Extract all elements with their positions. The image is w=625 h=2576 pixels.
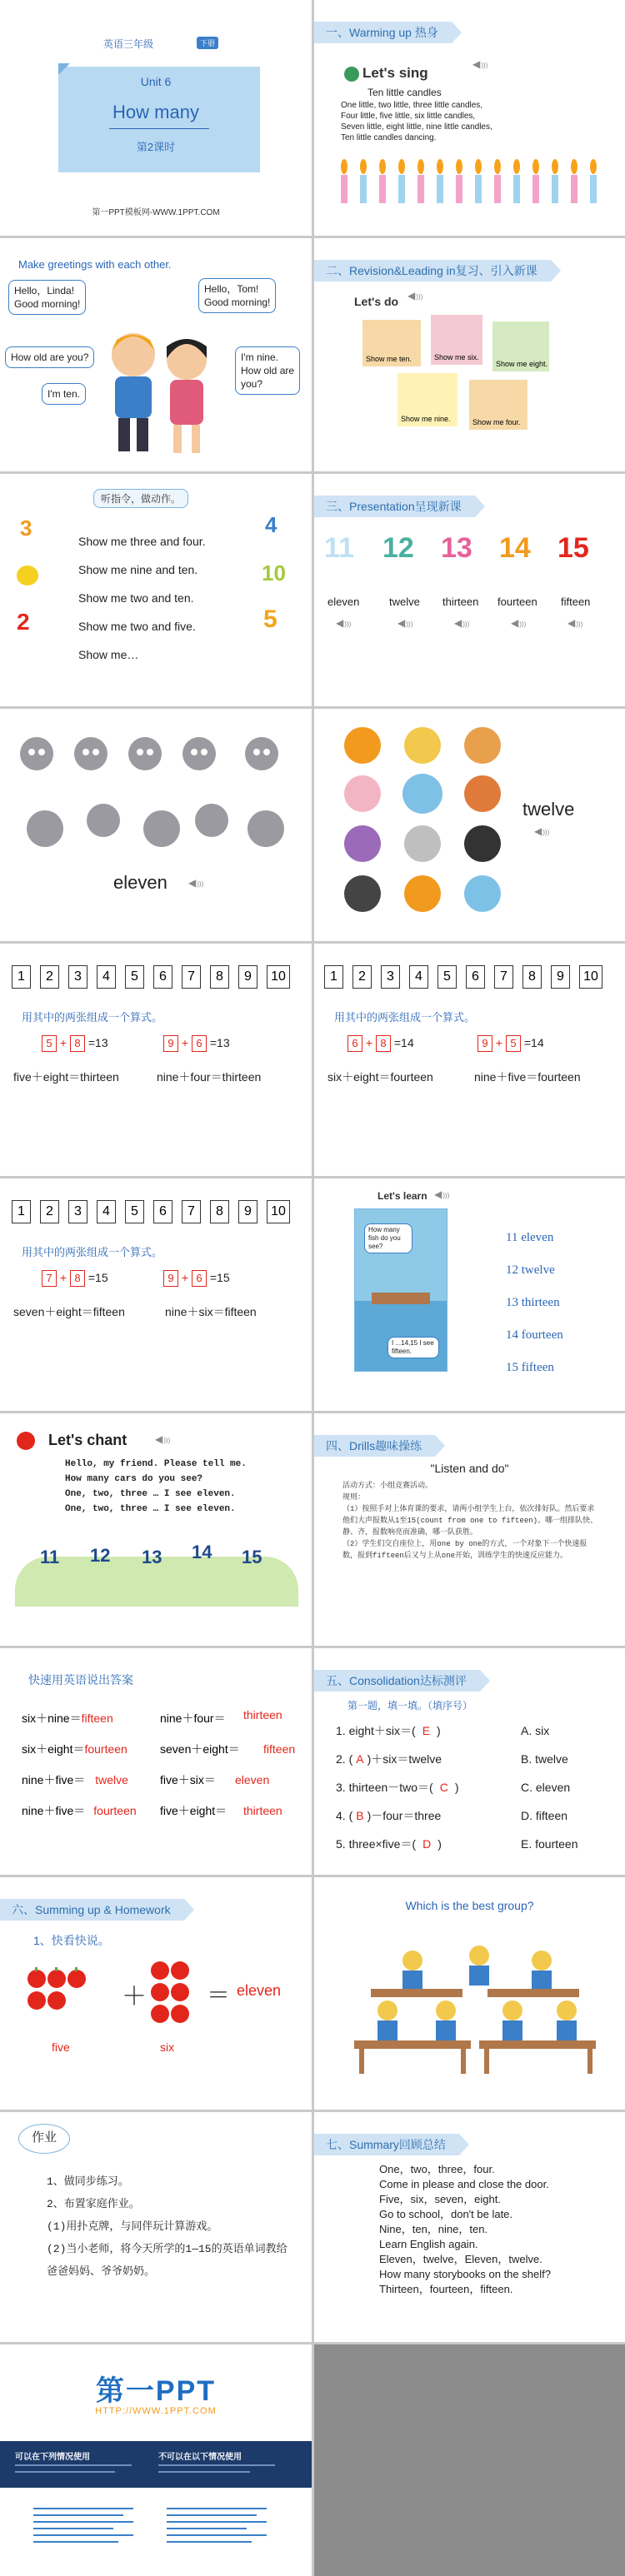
number-word: eleven — [328, 595, 360, 608]
slide-quick-answers — [0, 1648, 312, 1875]
animals-illustration — [339, 722, 506, 930]
section-header: 六、Summing up & Homework — [0, 1899, 184, 1921]
drill-rules — [342, 1480, 601, 1562]
homework-badge: 作业 — [18, 2124, 70, 2154]
cats-illustration — [12, 729, 295, 870]
equation-result: =14 — [523, 1036, 544, 1049]
speech-bubble: Hello，Tom! Good morning! — [198, 278, 276, 313]
number-card-row — [12, 1200, 299, 1223]
section-header: 一、Warming up 热身 — [314, 22, 452, 43]
question-text: 3. thirteen－two＝( — [336, 1781, 433, 1794]
number-card[interactable]: 6 — [153, 965, 172, 989]
slide-summing-up — [0, 1877, 312, 2110]
number-word: eleven — [113, 872, 168, 893]
equation: 9 + 6 =13 — [163, 1035, 230, 1052]
slide-instruction: 用其中的两张组成一个算式。 — [22, 1011, 163, 1024]
slide-drills — [314, 1413, 625, 1646]
number-card[interactable]: 5 — [125, 965, 144, 989]
homework-item: 1、做同步练习。 — [47, 2175, 129, 2188]
lesson-title: How many — [112, 102, 199, 122]
answer-box: 6 — [192, 1270, 207, 1287]
summary-line: Learn English again. — [379, 2238, 478, 2250]
summary-line: Thirteen，fourteen，fifteen. — [379, 2283, 513, 2295]
answer-box: 7 — [42, 1270, 57, 1287]
rule-line: 活动方式：小组竞赛活动。 — [342, 1482, 433, 1490]
number-card[interactable]: 3 — [68, 1200, 88, 1223]
command-item: Show me three and four. — [78, 535, 206, 548]
answer-text: C — [439, 1781, 448, 1794]
question-text: seven＋eight＝ — [160, 1742, 240, 1756]
number-word: 14 fourteen — [506, 1328, 563, 1342]
question-text: five＋eight＝ — [160, 1804, 228, 1817]
speaker-icon[interactable] — [472, 58, 486, 70]
number-word: fifteen — [561, 595, 591, 608]
question-text: nine＋five＝ — [22, 1804, 86, 1817]
command-item: Show me… — [78, 648, 139, 661]
equals-sign: ＝ — [207, 1982, 231, 2008]
number-card[interactable]: 4 — [409, 965, 428, 989]
number-card[interactable]: 3 — [68, 965, 88, 989]
question-text: ) — [437, 1724, 441, 1737]
homework-item: 2、布置家庭作业。 — [47, 2198, 140, 2210]
number-card[interactable]: 7 — [494, 965, 513, 989]
number-word: 13 thirteen — [506, 1296, 560, 1309]
speaker-icon[interactable] — [511, 617, 524, 629]
text-line — [158, 2464, 275, 2466]
number-word: thirteen — [442, 595, 479, 608]
answer-grid — [22, 1703, 305, 1826]
number-card[interactable]: 5 — [438, 965, 457, 989]
slide-homework — [0, 2112, 312, 2342]
option-list — [521, 1717, 578, 1858]
question-item — [336, 1717, 459, 1745]
chant-line: Hello, my friend. Please tell me. — [65, 1459, 247, 1469]
chant-label: Let's chant — [48, 1432, 128, 1448]
slide-commands — [0, 474, 312, 706]
question-text: ) — [438, 1837, 442, 1851]
question-item — [336, 1773, 459, 1801]
do-label: Let's do — [354, 295, 399, 308]
number-card[interactable]: 3 — [381, 965, 400, 989]
answer-text: fourteen — [93, 1804, 137, 1817]
summary-line: Go to school，don't be late. — [379, 2208, 513, 2220]
equation-result: =13 — [209, 1036, 230, 1049]
plus-sign: ＋ — [122, 1983, 147, 2010]
summary-line: Come in please and close the door. — [379, 2178, 549, 2190]
option-item: E. fourteen — [521, 1837, 578, 1851]
number-card[interactable]: 10 — [579, 965, 602, 989]
speech-bubble: How old are you? — [5, 346, 94, 368]
question-text: six＋nine＝ — [22, 1712, 82, 1725]
learn-label: Let's learn — [378, 1190, 428, 1202]
chant-icon — [17, 1432, 35, 1450]
question-item — [336, 1801, 459, 1830]
chant-number: 15 — [242, 1547, 262, 1567]
number-card[interactable]: 8 — [522, 965, 542, 989]
speaker-icon[interactable] — [534, 825, 548, 837]
equation: 5 + 8 =13 — [42, 1035, 108, 1052]
question-text: )－four＝three — [367, 1809, 442, 1822]
speaker-icon[interactable] — [336, 617, 349, 629]
number-word: twelve — [389, 595, 420, 608]
title-underline — [109, 128, 209, 129]
answer-box: 8 — [70, 1270, 85, 1287]
answer-box: 9 — [478, 1035, 492, 1052]
slide-presentation — [314, 474, 625, 706]
equation: 9 + 6 =15 — [163, 1270, 230, 1287]
number-card[interactable]: 6 — [153, 1200, 172, 1223]
section-header: 七、Summary回顾总结 — [314, 2134, 459, 2155]
slide-twelve — [314, 709, 625, 941]
equation-words: five＋eight＝thirteen — [13, 1070, 119, 1084]
number-card[interactable]: 1 — [12, 965, 31, 989]
equation-words: six＋eight＝fourteen — [328, 1070, 433, 1084]
link-list-left — [33, 2503, 133, 2548]
speaker-icon[interactable] — [155, 1433, 168, 1445]
slide-equations-fifteen — [0, 1178, 312, 1411]
option-item: C. eleven — [521, 1781, 571, 1794]
answer-row — [22, 1734, 305, 1765]
song-label: Let's sing — [362, 65, 428, 81]
summary-line: Eleven，twelve，Eleven，twelve. — [379, 2253, 542, 2265]
unit-label: Unit 6 — [140, 75, 172, 88]
slide-question: Which is the best group? — [405, 1899, 534, 1912]
answer-text: fifteen — [81, 1712, 113, 1725]
rule-line: （1）按照手对上体育课的要求，请两小组学生上台，依次排好队。然后要求他们大声报数从1至15(count from one to fifteen)。哪一组排队快、静、齐，报数响亮而准确，哪一队获胜。 — [342, 1505, 598, 1537]
question-list — [336, 1717, 459, 1858]
instruction-badge: 听指令，做动作。 — [93, 489, 188, 508]
equation: 9 + 5 =14 — [478, 1035, 544, 1052]
number-card[interactable]: 1 — [12, 1200, 31, 1223]
slide-instruction: 用其中的两张组成一个算式。 — [22, 1246, 163, 1258]
answer-box: 6 — [348, 1035, 362, 1052]
command-list — [78, 527, 206, 669]
number-card[interactable]: 4 — [97, 965, 116, 989]
answer-text: eleven — [235, 1773, 270, 1786]
question-item — [336, 1830, 459, 1858]
usage-banner — [0, 2441, 312, 2488]
number-card[interactable]: 2 — [40, 1200, 59, 1223]
number-card[interactable]: 6 — [466, 965, 485, 989]
number-word: fourteen — [498, 595, 538, 608]
task-label: 1、快看快说。 — [33, 1934, 110, 1947]
answer-row — [22, 1765, 305, 1796]
lesson-period: 第2课时 — [136, 141, 176, 153]
equation-words: nine＋five＝fourteen — [474, 1070, 581, 1084]
answer-box: 6 — [192, 1035, 207, 1052]
equation: 7 + 8 =15 — [42, 1270, 108, 1287]
answer-text: fifteen — [263, 1742, 296, 1756]
homework-item: (2)当小老师，将今天所学的1—15的英语单词教给爸爸妈妈、爷爷奶奶。 — [47, 2243, 288, 2278]
number-card[interactable]: 7 — [182, 965, 201, 989]
number-card-row — [12, 965, 299, 989]
section-header: 四、Drills趣味操练 — [314, 1435, 435, 1457]
chant-lyrics — [65, 1457, 247, 1517]
answer-box: 9 — [163, 1270, 178, 1287]
slide-instruction: 快速用英语说出答案 — [28, 1673, 133, 1687]
disallowed-title: 不可以在以下情况使用 — [158, 2453, 242, 2462]
chant-line: One, two, three … I see eleven. — [65, 1504, 236, 1514]
equation-words: nine＋six＝fifteen — [165, 1305, 257, 1318]
action-card: Show me nine. — [398, 373, 458, 426]
bee-icon — [17, 566, 38, 585]
chant-number: 12 — [90, 1545, 111, 1566]
empty-slide-placeholder — [314, 2344, 625, 2576]
summary-chant — [379, 2162, 551, 2297]
number-list — [506, 1222, 563, 1384]
big-number: 12 — [382, 532, 414, 564]
speech-bubble: I ...14,15 I see fifteen. — [388, 1337, 439, 1358]
equation: 6 + 8 =14 — [348, 1035, 414, 1052]
option-item: A. six — [521, 1724, 550, 1737]
slide-revision — [314, 238, 625, 471]
number-card[interactable]: 8 — [210, 1200, 229, 1223]
homework-list — [47, 2170, 293, 2283]
option-item: D. fifteen — [521, 1809, 568, 1822]
question-item — [336, 1745, 459, 1773]
section-header: 五、Consolidation达标测评 — [314, 1670, 480, 1692]
candles-illustration — [338, 157, 604, 207]
slide-warming-up — [314, 0, 625, 236]
answer-row — [22, 1796, 305, 1826]
speaker-icon[interactable] — [454, 617, 468, 629]
chant-number: 11 — [40, 1547, 60, 1567]
water-area — [355, 1301, 447, 1371]
text-line — [158, 2471, 250, 2473]
apples-illustration — [27, 1961, 210, 2027]
slide-brand — [0, 2344, 312, 2576]
exercise-title: 第一题，填一填。（填序号） — [348, 1700, 473, 1712]
equation-result: =14 — [393, 1036, 414, 1049]
leaf-icon — [344, 67, 359, 82]
lyric-line: One little, two little, three little candles, — [341, 101, 483, 110]
link-list-right — [167, 2503, 267, 2548]
number-card[interactable]: 9 — [551, 965, 570, 989]
question-text: 2. ( — [336, 1752, 353, 1766]
command-item: Show me nine and ten. — [78, 563, 198, 576]
answer-box: 9 — [163, 1035, 178, 1052]
option-item: B. twelve — [521, 1752, 568, 1766]
speaker-icon[interactable] — [568, 617, 581, 629]
speech-bubble: Hello，Linda! Good morning! — [8, 280, 86, 315]
lyric-line: Ten little candles dancing. — [341, 133, 437, 142]
number-card[interactable]: 9 — [238, 1200, 258, 1223]
command-item: Show me two and ten. — [78, 591, 194, 605]
digit-decoration: 5 — [263, 605, 278, 633]
brand-logo: 第一PPT — [95, 2375, 217, 2407]
summary-line: Nine，ten，nine，ten. — [379, 2223, 488, 2235]
slide-eleven — [0, 709, 312, 941]
section-header: 二、Revision&Leading in复习、引入新课 — [314, 260, 551, 282]
slide-equations-thirteen — [0, 944, 312, 1176]
question-text: nine＋five＝ — [22, 1773, 86, 1786]
action-card: Show me eight. — [492, 321, 549, 371]
big-number: 14 — [499, 532, 531, 564]
number-card[interactable]: 4 — [97, 1200, 116, 1223]
answer-text: twelve — [95, 1773, 128, 1786]
number-word: twelve — [522, 799, 575, 820]
number-word: 11 eleven — [506, 1231, 554, 1244]
number-card[interactable]: 10 — [267, 965, 290, 989]
number-card-row — [324, 965, 612, 989]
footer-link[interactable]: 第一PPT模板网-WWW.1PPT.COM — [92, 208, 220, 217]
text-line — [15, 2471, 115, 2473]
speaker-icon[interactable] — [408, 290, 421, 301]
slide-title — [0, 0, 312, 236]
equation-result: =15 — [88, 1271, 108, 1284]
kids-illustration — [100, 321, 217, 463]
answer-row — [22, 1703, 305, 1734]
speech-bubble: How many fish do you see? — [364, 1223, 412, 1253]
number-card[interactable]: 2 — [352, 965, 372, 989]
summary-line: One，two，three，four. — [379, 2163, 495, 2175]
speech-bubble: I'm ten. — [42, 383, 86, 405]
lyric-line: Four little, five little, six little candles, — [341, 112, 476, 121]
question-text: 4. ( — [336, 1809, 353, 1822]
allowed-title: 可以在下列情况使用 — [15, 2453, 90, 2462]
question-text: ) — [454, 1781, 459, 1794]
slide-consolidation — [314, 1648, 625, 1875]
number-card[interactable]: 8 — [210, 965, 229, 989]
slide-instruction: Make greetings with each other. — [18, 258, 172, 271]
question-text: 1. eight＋six＝( — [336, 1724, 416, 1737]
big-number: 11 — [324, 532, 354, 564]
number-word: 12 twelve — [506, 1263, 555, 1277]
slide-instruction: 用其中的两张组成一个算式。 — [334, 1011, 476, 1024]
action-card: Show me four. — [469, 380, 528, 430]
chant-number: 14 — [192, 1542, 212, 1562]
answer-text: D — [422, 1837, 432, 1851]
classroom-illustration — [354, 1936, 596, 2077]
number-card[interactable]: 7 — [182, 1200, 201, 1223]
question-text: nine＋four＝ — [160, 1712, 226, 1725]
equation-words: nine＋four＝thirteen — [157, 1070, 262, 1084]
question-text: six＋eight＝ — [22, 1742, 85, 1756]
digit-decoration: 10 — [262, 561, 286, 585]
answer-box: 5 — [506, 1035, 521, 1052]
digit-decoration: 3 — [20, 516, 32, 541]
lyric-line: Seven little, eight little, nine little candles, — [341, 122, 492, 132]
digit-decoration: 4 — [265, 512, 278, 537]
answer-text: thirteen — [243, 1708, 282, 1721]
big-number: 15 — [558, 532, 589, 564]
result-word: eleven — [237, 1982, 282, 1999]
summary-line: How many storybooks on the shelf? — [379, 2268, 551, 2280]
slide-greetings — [0, 238, 312, 471]
digit-decoration: 2 — [17, 609, 30, 635]
slide-best-group — [314, 1877, 625, 2110]
answer-box: 8 — [70, 1035, 85, 1052]
summary-line: Five，six，seven，eight. — [379, 2193, 501, 2205]
grade-badge: 下册 — [197, 37, 218, 49]
speaker-icon[interactable] — [188, 877, 202, 889]
question-text: five＋six＝ — [160, 1773, 216, 1786]
brand-url[interactable]: HTTP://WWW.1PPT.COM — [95, 2406, 217, 2416]
song-lyrics — [341, 100, 492, 143]
section-header: 三、Presentation呈现新课 — [314, 496, 475, 517]
chant-number: 13 — [142, 1547, 162, 1567]
chant-line: One, two, three … I see eleven. — [65, 1489, 236, 1499]
answer-box: 8 — [376, 1035, 391, 1052]
equation-result: =15 — [209, 1271, 230, 1284]
left-word: five — [52, 2040, 70, 2054]
answer-box: 5 — [42, 1035, 57, 1052]
number-card[interactable]: 9 — [238, 965, 258, 989]
number-card[interactable]: 2 — [40, 965, 59, 989]
action-card: Show me ten. — [362, 320, 421, 366]
game-title: "Listen and do" — [430, 1462, 509, 1475]
text-line — [15, 2464, 132, 2466]
equation-words: seven＋eight＝fifteen — [13, 1305, 125, 1318]
question-text: 5. three×five＝( — [336, 1837, 417, 1851]
number-card[interactable]: 1 — [324, 965, 343, 989]
answer-text: A — [356, 1752, 364, 1766]
equation-result: =13 — [88, 1036, 108, 1049]
number-card[interactable]: 10 — [267, 1200, 290, 1223]
bridge — [372, 1293, 430, 1304]
big-number: 13 — [441, 532, 472, 564]
answer-text: fourteen — [84, 1742, 128, 1756]
title-panel-fold — [58, 63, 70, 75]
rule-line: （2）学生们交自座位上，用one by one的方式，一个对象下一个快速报数，报到fifteen后又与上从one开始，训练学生的快速反应能力。 — [342, 1540, 588, 1560]
number-word: 15 fifteen — [506, 1361, 554, 1374]
answer-text: thirteen — [243, 1804, 282, 1817]
slide-lets-learn — [314, 1178, 625, 1411]
slide-chant — [0, 1413, 312, 1646]
answer-text: E — [422, 1724, 431, 1737]
speaker-icon[interactable] — [398, 617, 411, 629]
question-text: )＋six＝twelve — [367, 1752, 442, 1766]
answer-text: B — [356, 1809, 364, 1822]
action-card: Show me six. — [431, 315, 482, 365]
slide-summary — [314, 2112, 625, 2342]
slide-equations-fourteen — [314, 944, 625, 1176]
right-word: six — [160, 2040, 175, 2054]
rule-line: 规则： — [342, 1493, 366, 1502]
speech-bubble: I'm nine. How old are you? — [235, 346, 300, 395]
number-card[interactable]: 5 — [125, 1200, 144, 1223]
song-title: Ten little candles — [368, 87, 442, 98]
command-item: Show me two and five. — [78, 620, 196, 633]
speaker-icon[interactable] — [434, 1188, 448, 1200]
grade-label: 英语三年级 — [103, 38, 154, 50]
homework-item: (1)用扑克牌，与同伴玩计算游戏。 — [47, 2220, 218, 2233]
chant-line: How many cars do you see? — [65, 1474, 203, 1484]
